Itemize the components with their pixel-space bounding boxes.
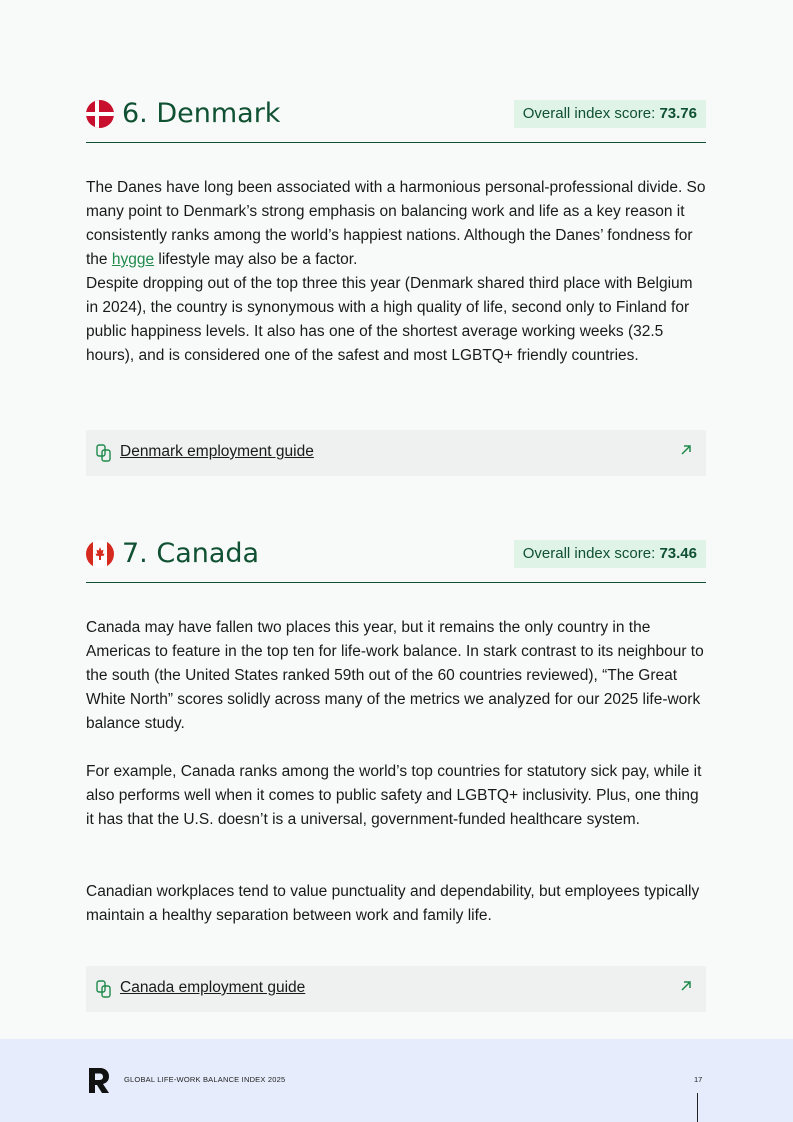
arrow-up-right-icon [680,443,692,459]
canada-flag-icon [86,540,114,568]
document-link-icon [96,980,112,998]
guide-label: Canada employment guide [120,979,306,996]
section-title: 6. Denmark [122,98,281,129]
page-footer [0,1039,793,1122]
paragraph: For example, Canada ranks among the world’s top countries for statutory sick pay, while it also performs well when it comes to public safety and LGBTQ+ inclusivity. Plus, one thing it has that the U.S. doesn’t is a universal, government-funded healthcare system. [86,763,702,828]
document-link-icon [96,444,112,462]
paragraph: Canada may have fallen two places this year, but it remains the only country in the Americas to feature in the top ten for life-work balance. In stark contrast to its neighbour to the south (the United States ranked 59th out of the 60 countries reviewed), “The Great White North” scores solidly across many of the metrics we analyzed for our 2025 life-work balance study. [86,619,704,732]
footer-title: GLOBAL LIFE-WORK BALANCE INDEX 2025 [124,1075,286,1084]
arrow-up-right-icon [680,979,692,995]
denmark-flag-icon [86,100,114,128]
section-denmark [86,98,706,460]
section-divider [86,142,706,143]
section-title: 7. Canada [122,538,260,569]
canada-guide-link[interactable] [86,966,706,1012]
overall-score-badge [514,100,706,128]
score-label: Overall index score: [522,105,660,122]
denmark-guide-link[interactable] [86,430,706,476]
footer-divider [697,1093,698,1122]
section-header [86,100,706,140]
score-value: 73.76 [659,105,697,122]
section-canada [86,538,706,996]
paragraph-text: The Danes have long been associated with a harmonious personal-professional divide. So many point to Denmark’s strong emphasis on balancing work and life as a key reason it consistently ranks among the world’s happiest nations. Although the Danes’ fondness for the [86,179,706,268]
paragraph [86,176,706,272]
paragraph-text: lifestyle may also be a factor. [154,251,358,268]
overall-score-badge [514,540,706,568]
paragraph: Canadian workplaces tend to value punctuality and dependability, but employees typically maintain a healthy separation between work and family life. [86,883,700,924]
hygge-link[interactable]: hygge [111,251,155,268]
paragraph: Despite dropping out of the top three this year (Denmark shared third place with Belgium in 2024), the country is synonymous with a high quality of life, second only to Finland for public happiness levels. It also has one of the shortest average working weeks (32.5 hours), and is considered one of the safest and most LGBTQ+ friendly countries. [86,275,693,364]
guide-label: Denmark employment guide [120,443,314,460]
section-header [86,540,706,580]
score-label: Overall index score: [522,545,660,562]
brand-logo [87,1066,111,1094]
page-number: 17 [694,1075,703,1084]
score-value: 73.46 [659,545,697,562]
section-divider [86,582,706,583]
